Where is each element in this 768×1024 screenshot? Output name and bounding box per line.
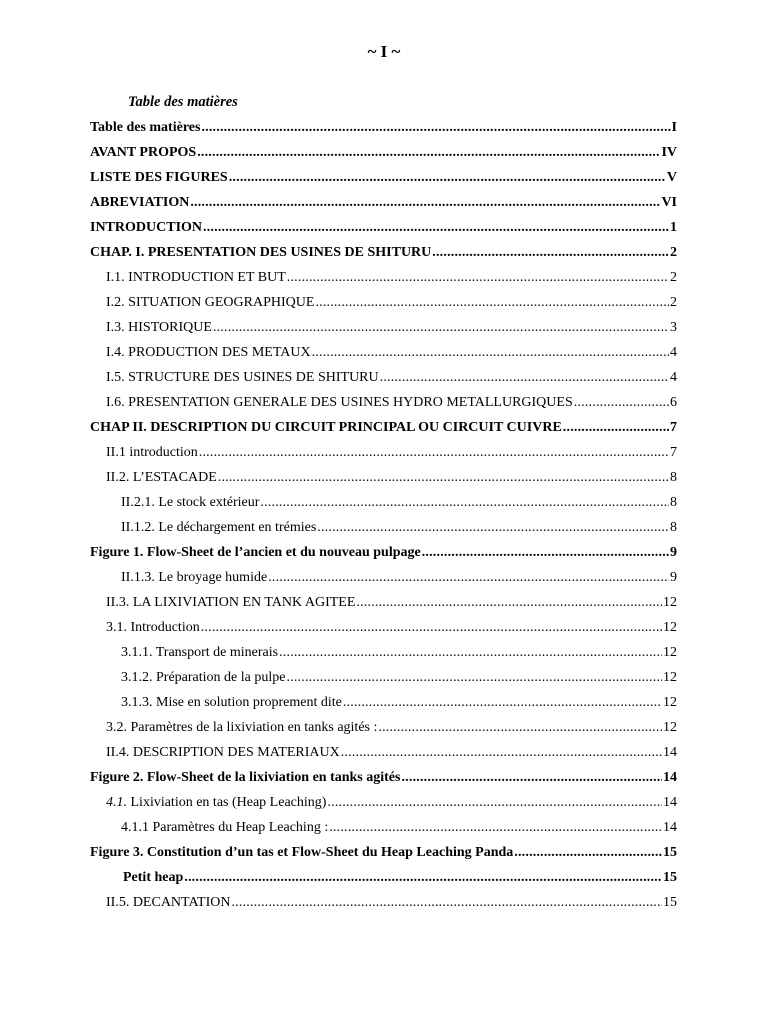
toc-entry-title: 3.1. Introduction bbox=[106, 620, 200, 635]
toc-entry-page: 15 bbox=[663, 845, 677, 860]
toc-dot-leader bbox=[190, 190, 660, 215]
toc-entry-page: 12 bbox=[663, 620, 677, 635]
toc-entry-page: 12 bbox=[663, 670, 677, 685]
toc-dot-leader bbox=[574, 390, 669, 415]
toc-entry-page: 15 bbox=[663, 895, 677, 910]
toc-dot-leader bbox=[218, 465, 669, 490]
toc-dot-leader bbox=[260, 490, 669, 515]
toc-entry-page: 14 bbox=[663, 795, 677, 810]
toc-dot-leader bbox=[327, 790, 662, 815]
toc-entry[interactable] bbox=[90, 790, 677, 815]
toc-dot-leader bbox=[286, 665, 662, 690]
toc-entry-title: I.2. SITUATION GEOGRAPHIQUE bbox=[106, 295, 315, 310]
toc-entry-title: II.2. L’ESTACADE bbox=[106, 470, 217, 485]
toc-entry[interactable] bbox=[90, 215, 677, 240]
toc-entry-page: 4 bbox=[670, 370, 677, 385]
toc-entry-page: 1 bbox=[670, 220, 677, 235]
toc-entry-title: 4.1.1 Paramètres du Heap Leaching : bbox=[121, 820, 329, 835]
toc-entry[interactable] bbox=[90, 365, 677, 390]
toc-dot-leader bbox=[201, 115, 670, 140]
toc-entry-title: I.4. PRODUCTION DES METAUX bbox=[106, 345, 311, 360]
toc-entry[interactable] bbox=[90, 340, 677, 365]
toc-entry-title: 3.1.1. Transport de minerais bbox=[121, 645, 279, 660]
toc-entry[interactable] bbox=[90, 265, 677, 290]
toc-dot-leader bbox=[341, 740, 662, 765]
toc-entry-title: II.1.3. Le broyage humide bbox=[121, 570, 268, 585]
toc-entry-page: VI bbox=[661, 195, 677, 210]
toc-dot-leader bbox=[229, 165, 666, 190]
toc-entry[interactable] bbox=[90, 590, 677, 615]
toc-entry[interactable] bbox=[90, 465, 677, 490]
toc-dot-leader bbox=[213, 315, 669, 340]
toc-dot-leader bbox=[203, 215, 669, 240]
toc-entry-page: 14 bbox=[663, 770, 677, 785]
toc-entry-title: Petit heap bbox=[123, 870, 184, 885]
toc-dot-leader bbox=[279, 640, 662, 665]
toc-dot-leader bbox=[197, 140, 660, 165]
toc-entry-title: 3.2. Paramètres de la lixiviation en tanks agités : bbox=[106, 720, 378, 735]
toc-entry-title: LISTE DES FIGURES bbox=[90, 170, 228, 185]
toc-dot-leader bbox=[563, 415, 669, 440]
toc-entry-title: II.1.2. Le déchargement en trémies bbox=[121, 520, 317, 535]
toc-entry-title: I.1. INTRODUCTION ET BUT bbox=[106, 270, 286, 285]
toc-entry-page: 8 bbox=[670, 520, 677, 535]
toc-entry[interactable] bbox=[90, 615, 677, 640]
toc-entry[interactable] bbox=[90, 415, 677, 440]
toc-entry[interactable] bbox=[90, 165, 677, 190]
toc-dot-leader bbox=[343, 690, 662, 715]
toc-dot-leader bbox=[184, 865, 662, 890]
toc-entry[interactable] bbox=[90, 565, 677, 590]
toc-entry-page: 7 bbox=[670, 420, 677, 435]
toc-entry-title: I.5. STRUCTURE DES USINES DE SHITURU bbox=[106, 370, 379, 385]
toc-entry[interactable] bbox=[90, 640, 677, 665]
toc-entry[interactable] bbox=[90, 490, 677, 515]
toc-entry-title: I.6. PRESENTATION GENERALE DES USINES HYDRO METALLURGIQUES bbox=[106, 395, 573, 410]
toc-entry-page: 4 bbox=[670, 345, 677, 360]
toc-entry-page: 9 bbox=[670, 545, 677, 560]
toc-entry-page: 3 bbox=[670, 320, 677, 335]
toc-entry[interactable] bbox=[90, 115, 677, 140]
toc-entry[interactable] bbox=[90, 740, 677, 765]
toc-entry[interactable] bbox=[90, 815, 677, 840]
toc-entry[interactable] bbox=[90, 315, 677, 340]
toc-entry-number: 4.1. bbox=[106, 795, 127, 810]
toc-entry-page: 6 bbox=[670, 395, 677, 410]
toc-dot-leader bbox=[317, 515, 669, 540]
toc-entry-title: II.3. LA LIXIVIATION EN TANK AGITEE bbox=[106, 595, 356, 610]
toc-entry-title: Figure 3. Constitution d’un tas et Flow-Sheet du Heap Leaching Panda bbox=[90, 845, 514, 860]
toc-entry-page: 12 bbox=[663, 645, 677, 660]
toc-entry-page: 14 bbox=[663, 820, 677, 835]
toc-dot-leader bbox=[312, 340, 669, 365]
toc-dot-leader bbox=[199, 440, 669, 465]
toc-entry-text: Lixiviation en tas (Heap Leaching) bbox=[127, 795, 327, 810]
toc-entry-page: 8 bbox=[670, 495, 677, 510]
toc-dot-leader bbox=[380, 365, 669, 390]
toc-entry-page: 12 bbox=[663, 695, 677, 710]
toc-entry[interactable] bbox=[90, 390, 677, 415]
toc-dot-leader bbox=[422, 540, 669, 565]
toc-entry-title: CHAP. I. PRESENTATION DES USINES DE SHITURU bbox=[90, 245, 432, 260]
toc-dot-leader bbox=[268, 565, 669, 590]
toc-dot-leader bbox=[356, 590, 662, 615]
toc-entry-title: Figure 2. Flow-Sheet de la lixiviation en tanks agités bbox=[90, 770, 401, 785]
toc-entry[interactable] bbox=[90, 540, 677, 565]
toc-entry-title: II.1 introduction bbox=[106, 445, 198, 460]
toc-entry-title: II.2.1. Le stock extérieur bbox=[121, 495, 260, 510]
toc-entry[interactable] bbox=[90, 890, 677, 915]
toc-dot-leader bbox=[201, 615, 662, 640]
toc-entry-page: 15 bbox=[663, 870, 677, 885]
toc-entry-page: I bbox=[671, 120, 677, 135]
toc-entry-title: I.3. HISTORIQUE bbox=[106, 320, 212, 335]
toc-heading: Table des matières bbox=[128, 94, 238, 110]
toc-entry[interactable] bbox=[90, 715, 677, 740]
page-number: ~ I ~ bbox=[367, 42, 401, 61]
toc-entry-page: 14 bbox=[663, 745, 677, 760]
toc-entry-page: 12 bbox=[663, 720, 677, 735]
toc-entry[interactable] bbox=[90, 440, 677, 465]
toc-entry[interactable] bbox=[90, 140, 677, 165]
table-of-contents bbox=[90, 115, 677, 915]
toc-dot-leader bbox=[378, 715, 662, 740]
toc-entry[interactable] bbox=[90, 690, 677, 715]
toc-entry[interactable] bbox=[90, 865, 677, 890]
toc-entry[interactable] bbox=[90, 290, 677, 315]
toc-entry[interactable] bbox=[90, 240, 677, 265]
toc-dot-leader bbox=[432, 240, 669, 265]
toc-entry-title: Figure 1. Flow-Sheet de l’ancien et du nouveau pulpage bbox=[90, 545, 421, 560]
toc-entry-title: CHAP II. DESCRIPTION DU CIRCUIT PRINCIPAL OU CIRCUIT CUIVRE bbox=[90, 420, 562, 435]
toc-dot-leader bbox=[231, 890, 662, 915]
toc-entry[interactable] bbox=[90, 190, 677, 215]
toc-entry[interactable] bbox=[90, 515, 677, 540]
toc-entry-title: 3.1.3. Mise en solution proprement dite bbox=[121, 695, 342, 710]
toc-dot-leader bbox=[287, 265, 669, 290]
toc-entry-title: INTRODUCTION bbox=[90, 220, 203, 235]
toc-entry-page: 7 bbox=[670, 445, 677, 460]
toc-entry-page: 9 bbox=[670, 570, 677, 585]
toc-entry-title: II.5. DECANTATION bbox=[106, 895, 231, 910]
toc-dot-leader bbox=[401, 765, 662, 790]
toc-entry-page: 12 bbox=[663, 595, 677, 610]
toc-entry-title bbox=[106, 790, 326, 815]
toc-entry-page: 2 bbox=[670, 245, 677, 260]
toc-entry-title: AVANT PROPOS bbox=[90, 145, 197, 160]
toc-entry-page: 2 bbox=[670, 295, 677, 310]
toc-entry-page: V bbox=[666, 170, 677, 185]
toc-entry-title: 3.1.2. Préparation de la pulpe bbox=[121, 670, 286, 685]
toc-entry[interactable] bbox=[90, 840, 677, 865]
toc-entry[interactable] bbox=[90, 765, 677, 790]
toc-dot-leader bbox=[329, 815, 662, 840]
toc-entry-title: II.4. DESCRIPTION DES MATERIAUX bbox=[106, 745, 340, 760]
toc-entry[interactable] bbox=[90, 665, 677, 690]
toc-entry-page: 2 bbox=[670, 270, 677, 285]
toc-dot-leader bbox=[514, 840, 662, 865]
toc-entry-page: 8 bbox=[670, 470, 677, 485]
toc-entry-page: IV bbox=[661, 145, 677, 160]
toc-entry-title: ABREVIATION bbox=[90, 195, 190, 210]
toc-dot-leader bbox=[315, 290, 669, 315]
toc-entry-title: Table des matières bbox=[90, 120, 201, 135]
